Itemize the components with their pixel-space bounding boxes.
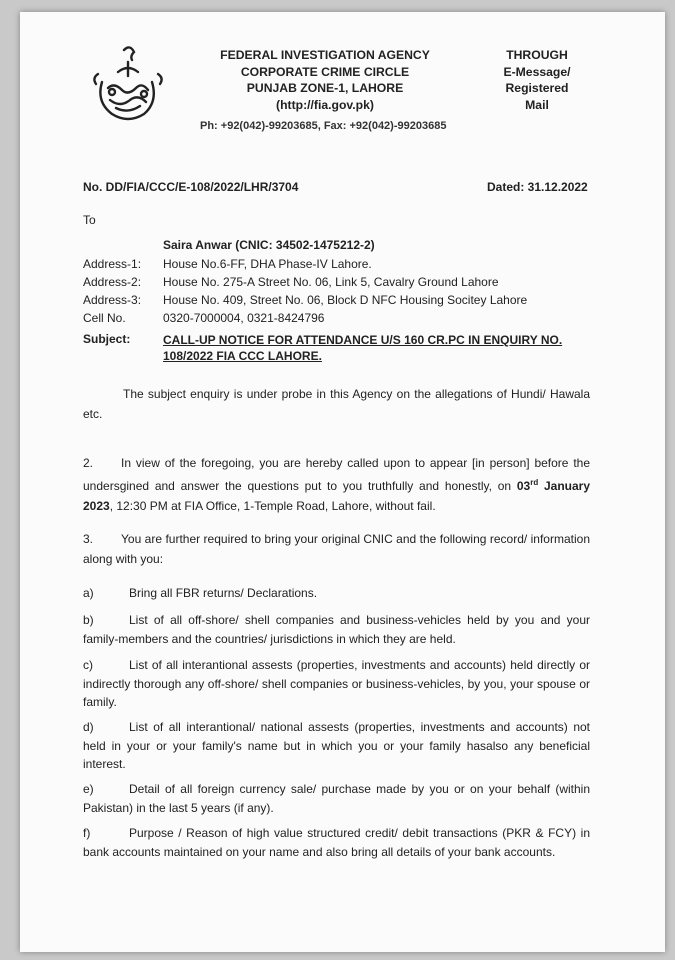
paragraph-1: The subject enquiry is under probe in this Agency on the allegations of Hundi/ Hawala etc. [83,387,590,421]
address-3: Address-3: House No. 409, Street No. 06, Block D NFC Housing Socitey Lahore [83,293,528,307]
fia-emblem-icon [88,42,168,128]
list-item: c) List of all interantional assests (properties, investments and accounts) held directly or indirectly thorough any off-shore/ shell companies or business-vehicles, by you, your spouse or family. [83,658,590,709]
list-item: a) Bring all FBR returns/ Declarations. [83,586,318,600]
list-item: e) Detail of all foreign currency sale/ purchase made by you or on your behalf (within Pakistan) in the last 5 years (if any). [83,782,590,815]
address-2: Address-2: House No. 275-A Street No. 06, Link 5, Cavalry Ground Lahore [83,275,499,289]
subject-text: CALL-UP NOTICE FOR ATTENDANCE U/S 160 CR.PC IN ENQUIRY NO. 108/2022 FIA CCC LAHORE. [163,333,563,363]
paragraph-3: 3. You are further required to bring your original CNIC and the following record/ information along with you: [83,532,590,566]
appearance-date: 03rd January 2023 [83,478,591,513]
zone-name: PUNJAB ZONE-1, LAHORE [246,81,404,95]
address-1: Address-1: House No.6-FF, DHA Phase-IV Lahore. [83,257,372,271]
list-item: d) List of all interantional/ national assests (properties, investments and accounts) not held in your or your family's name but in which you or your family hasalso any beneficial interest. [83,720,590,771]
subject-label: Subject: [83,332,131,346]
document-page [20,12,665,952]
cell-number: Cell No. 0320-7000004, 0321-8424796 [83,311,325,325]
reference-number: No. DD/FIA/CCC/E-108/2022/LHR/3704 [83,180,299,194]
list-item: f) Purpose / Reason of high value structured credit/ debit transactions (PKR & FCY) in bank accounts maintained on your name and also bring all details of your bank accounts. [83,826,590,859]
website: (http://fia.gov.pk) [276,97,374,112]
date: Dated: 31.12.2022 [487,180,588,194]
to-label: To [83,213,96,227]
recipient-name: Saira Anwar (CNIC: 34502-1475212-2) [163,238,375,252]
list-item: b) List of all off-shore/ shell companies and business-vehicles held by you and your family-members and the countries/ jurisdictions in which they are held. [83,613,590,646]
paragraph-2: 2. In view of the foregoing, you are hereby called upon to appear [in person] before the undersgined and answer the questions put to you truthfully and honestly, on 03rd January 2023, 12:30 PM at FIA Office, 1-Temple Road, Lahore, without fail. [83,456,591,513]
circle-name: CORPORATE CRIME CIRCLE [240,64,410,79]
delivery-method: THROUGH E-Message/ Registered Mail [503,48,571,112]
phone-fax: Ph: +92(042)-99203685, Fax: +92(042)-99203685 [200,120,447,132]
letterhead [170,47,480,113]
agency-name: FEDERAL INVESTIGATION AGENCY [220,48,430,62]
